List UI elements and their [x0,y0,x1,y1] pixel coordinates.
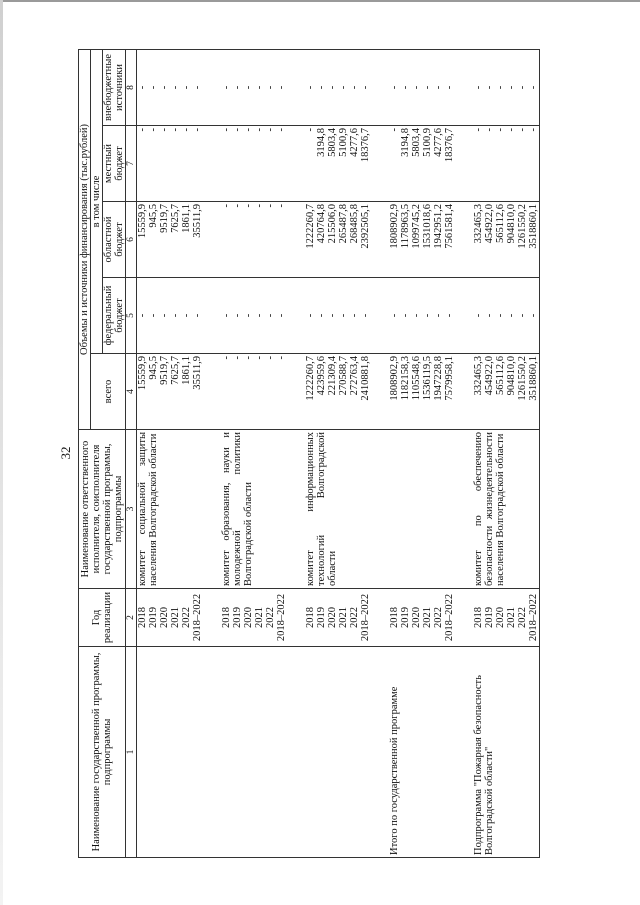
value-line: 1178963,5 [400,204,411,249]
value-line: - [305,85,316,90]
value-line: 2020 [495,607,506,628]
year-cell [473,589,540,647]
table-body [137,49,540,857]
value-line: 270588,7 [338,356,349,396]
value-line: 904810,0 [506,204,517,244]
value-line: - [305,128,316,132]
value-line: 1536119,5 [422,356,433,401]
spacer-cell [455,126,473,202]
value-line: - [276,356,287,360]
column-number: 8 [126,49,137,125]
value-line: 5803,4 [327,128,338,157]
value-line: 2019 [316,607,327,628]
value-line: 2019 [484,607,495,628]
table-row [221,49,287,857]
value-line: - [148,313,159,318]
value-line: - [400,313,411,318]
federal-cell [473,278,540,354]
spacer-cell [455,589,473,647]
value-line: 15559,9 [137,204,148,239]
value-line: - [192,85,203,90]
value-line: - [316,85,327,90]
value-line: 7625,7 [170,204,181,233]
spacer-cell [371,430,389,589]
value-line: 2020 [411,607,422,628]
value-line: - [411,313,422,318]
total-cell [221,354,287,430]
value-line: - [327,85,338,90]
value-line: - [254,128,265,132]
value-line: 2018 [389,607,400,628]
value-line: 1182158,3 [400,356,411,401]
value-line: - [221,85,232,90]
value-line: 2018–2022 [276,593,287,642]
value-line: 5100,9 [422,128,433,157]
value-line: - [221,313,232,318]
value-line: 9519,7 [159,204,170,233]
value-line: 2022 [433,607,444,628]
value-line: - [528,313,539,318]
value-line: 215506,0 [327,204,338,244]
value-line: - [221,356,232,360]
value-line: 3194,8 [316,128,327,157]
spacer-cell [371,278,389,354]
regional-cell [305,202,371,278]
value-line: 18376,7 [444,128,455,163]
value-line: - [265,356,276,360]
value-line: - [243,356,254,360]
value-line: - [389,313,400,318]
federal-cell [389,278,455,354]
value-line: 2021 [422,607,433,628]
value-line: - [137,313,148,318]
value-line: 2022 [517,607,528,628]
value-line: 268485,8 [349,204,360,244]
value-line: 2018 [221,607,232,628]
spacer-row [455,49,473,857]
value-line: - [243,128,254,132]
value-line: 2018 [473,607,484,628]
year-cell [221,589,287,647]
value-line: 2410881,8 [360,356,371,401]
value-line: - [192,313,203,318]
extra-cell [473,49,540,125]
spacer-cell [203,354,221,430]
value-line: 1808902,9 [389,356,400,401]
value-line: - [276,85,287,90]
value-line: - [254,313,265,318]
value-line: - [473,313,484,318]
value-line: 2018–2022 [528,593,539,642]
value-line: 1942951,2 [433,204,444,249]
value-line: - [495,128,506,132]
value-line: - [159,313,170,318]
extra-cell [221,49,287,125]
value-line: - [433,313,444,318]
table-row [473,49,540,857]
value-line: 454922,0 [484,356,495,396]
executor-cell: комитет информационных технологий Волгоградской области [305,430,371,589]
column-number: 2 [126,589,137,647]
value-line: - [484,313,495,318]
executor-cell: комитет социальной защиты населения Волгоградской области [137,430,204,589]
regional-cell [473,202,540,278]
value-line: 1531018,6 [422,204,433,249]
value-line: 7561581,4 [444,204,455,249]
value-line: - [265,204,276,208]
value-line: 332465,3 [473,204,484,244]
value-line: - [254,356,265,360]
spacer-cell [455,278,473,354]
value-line: 1261550,2 [517,204,528,249]
value-line: - [506,85,517,90]
value-line: 4277,6 [349,128,360,157]
value-line: - [181,128,192,132]
local-cell [221,126,287,202]
spacer-cell [287,49,305,125]
spacer-cell [455,202,473,278]
spacer-cell [455,354,473,430]
value-line: - [159,128,170,132]
value-line: 2392505,1 [360,204,371,249]
value-line: - [243,204,254,208]
value-line: 4277,6 [433,128,444,157]
value-line: 2021 [338,607,349,628]
value-line: - [232,356,243,360]
value-line: - [327,313,338,318]
value-line: - [517,313,528,318]
value-line: 1861,1 [181,356,192,385]
year-cell [389,589,455,647]
value-line: - [517,128,528,132]
value-line: 1861,1 [181,204,192,233]
value-line: 3194,8 [400,128,411,157]
scan-edge-top [0,0,640,2]
value-line: 1222260,7 [305,204,316,249]
extra-cell [305,49,371,125]
value-line: - [265,85,276,90]
spacer-cell [287,126,305,202]
value-line: 2021 [254,607,265,628]
column-number: 1 [126,647,137,858]
total-cell [137,354,204,430]
executor-cell [389,430,455,589]
value-line: 565112,6 [495,204,506,243]
spacer-cell [455,430,473,589]
executor-cell: комитет по обеспечению безопасности жизнедеятельности населения Волгоградской области [473,430,540,589]
value-line: 3518860,1 [528,356,539,401]
value-line: - [232,85,243,90]
spacer-cell [203,49,221,125]
value-line: - [338,85,349,90]
value-line: 7625,7 [170,356,181,385]
value-line: - [265,128,276,132]
value-line: - [137,85,148,90]
total-cell [305,354,371,430]
local-cell [137,126,204,202]
value-line: - [338,313,349,318]
value-line: - [232,204,243,208]
value-line: - [181,85,192,90]
value-line: 2018 [305,607,316,628]
executor-cell: комитет образования, науки и молодежной политики Волгоградской области [221,430,287,589]
value-line: - [473,128,484,132]
value-line: - [506,313,517,318]
value-line: 1105548,6 [411,356,422,401]
column-number: 6 [126,202,137,278]
spacer-cell [287,278,305,354]
table-row [305,49,371,857]
value-line: 2018–2022 [444,593,455,642]
regional-cell [137,202,204,278]
value-line: - [305,313,316,318]
value-line: 2020 [243,607,254,628]
spacer-cell [287,354,305,430]
value-line: - [517,85,528,90]
column-number: 3 [126,430,137,589]
scan-edge-left [0,0,3,905]
extra-cell [389,49,455,125]
header-federal: федеральный бюджет [103,278,126,354]
spacer-cell [455,49,473,125]
value-line: 35511,9 [192,356,203,390]
value-line: 2018–2022 [360,593,371,642]
value-line: 2019 [400,607,411,628]
value-line: 15559,9 [137,356,148,391]
local-cell [473,126,540,202]
value-line: - [254,204,265,208]
value-line: - [389,128,400,132]
local-cell [389,126,455,202]
total-cell [473,354,540,430]
header-including: в том числе [91,49,103,353]
value-line: 265487,8 [338,204,349,244]
value-line: 1947228,8 [433,356,444,401]
column-number: 5 [126,278,137,354]
spacer-cell [203,202,221,278]
value-line: 3518860,1 [528,204,539,249]
value-line: - [159,85,170,90]
extra-cell [137,49,204,125]
value-line: 2020 [159,607,170,628]
value-line: - [349,85,360,90]
value-line: - [243,85,254,90]
program-name-cell: Подпрограмма "Пожарная безопасность Волгоградской области" [473,647,540,858]
federal-cell [305,278,371,354]
value-line: 332465,3 [473,356,484,396]
value-line: - [148,85,159,90]
value-line: - [389,85,400,90]
value-line: - [137,128,148,132]
value-line: - [170,85,181,90]
program-name-cell: Итого по государственной программе [389,647,455,858]
value-line: 2022 [265,607,276,628]
value-line: - [349,313,360,318]
program-name-cell [221,647,287,858]
spacer-cell [455,647,473,858]
value-line: 2018 [137,607,148,628]
value-line: - [360,313,371,318]
spacer-cell [287,202,305,278]
value-line: - [528,128,539,132]
value-line: 5803,4 [411,128,422,157]
spacer-cell [371,49,389,125]
value-line: - [484,128,495,132]
value-line: - [254,85,265,90]
value-line: - [495,313,506,318]
value-line: - [433,85,444,90]
value-line: - [148,128,159,132]
spacer-cell [287,589,305,647]
value-line: - [495,85,506,90]
value-line: - [484,85,495,90]
value-line: - [232,128,243,132]
value-line: - [422,313,433,318]
rotated-table-sheet [50,48,590,858]
value-line: 2021 [506,607,517,628]
spacer-row [371,49,389,857]
value-line: 1261550,2 [517,356,528,401]
local-cell [305,126,371,202]
value-line: - [444,313,455,318]
spacer-cell [371,589,389,647]
value-line: - [232,313,243,318]
column-number: 4 [126,354,137,430]
value-line: - [243,313,254,318]
value-line: 221309,4 [327,356,338,396]
value-line: 2018–2022 [192,593,203,642]
spacer-row [287,49,305,857]
value-line: 945,5 [148,204,159,228]
value-line: 9519,7 [159,356,170,385]
value-line: - [400,85,411,90]
year-cell [137,589,204,647]
value-line: - [360,85,371,90]
value-line: - [276,313,287,318]
value-line: - [422,85,433,90]
program-name-cell [137,647,204,858]
value-line: 2021 [170,607,181,628]
header-total: всего [91,354,126,430]
value-line: 272763,4 [349,356,360,396]
value-line: 1099745,2 [411,204,422,249]
spacer-cell [203,647,221,858]
header-executor: Наименование ответственного исполнителя, соисполнителя государственной программы, подпрограммы [79,430,126,589]
value-line: 2020 [327,607,338,628]
value-line: - [192,128,203,132]
spacer-cell [287,430,305,589]
value-line: 904810,0 [506,356,517,396]
program-name-cell [305,647,371,858]
value-line: 2022 [349,607,360,628]
value-line: - [506,128,517,132]
value-line: 454922,0 [484,204,495,244]
header-local: местный бюджет [103,126,126,202]
value-line: 565112,6 [495,356,506,395]
value-line: - [265,313,276,318]
value-line: - [444,85,455,90]
value-line: - [181,313,192,318]
header-extra: внебюджетные источники [103,49,126,125]
value-line: - [221,128,232,132]
spacer-cell [203,126,221,202]
value-line: 423959,6 [316,356,327,396]
column-number: 7 [126,126,137,202]
header-program: Наименование государственной программы, подпрограммы [79,647,126,858]
value-line: - [170,128,181,132]
spacer-row [203,49,221,857]
value-line: 7579958,1 [444,356,455,401]
value-line: 18376,7 [360,128,371,163]
value-line: - [411,85,422,90]
table-row [137,49,204,857]
value-line: 35511,9 [192,204,203,238]
value-line: 2019 [148,607,159,628]
value-line: 5100,9 [338,128,349,157]
spacer-cell [371,126,389,202]
value-line: - [316,313,327,318]
spacer-cell [203,430,221,589]
header-year: Год реализации [79,589,126,647]
value-line: - [221,204,232,208]
table-row [389,49,455,857]
spacer-cell [371,202,389,278]
spacer-cell [203,278,221,354]
spacer-cell [371,354,389,430]
spacer-cell [287,647,305,858]
header-funding: Объемы и источники финансирования (тыс.рублей) [79,49,91,429]
value-line: - [170,313,181,318]
federal-cell [137,278,204,354]
value-line: 420764,8 [316,204,327,244]
value-line: - [473,85,484,90]
value-line: - [528,85,539,90]
value-line: 1808902,9 [389,204,400,249]
spacer-cell [371,647,389,858]
value-line: 2019 [232,607,243,628]
regional-cell [389,202,455,278]
year-cell [305,589,371,647]
financing-table [78,49,540,858]
value-line: 945,5 [148,356,159,380]
value-line: 2022 [181,607,192,628]
page-number: 32 [58,446,73,460]
header-regional: областной бюджет [103,202,126,278]
regional-cell [221,202,287,278]
total-cell [389,354,455,430]
value-line: - [276,128,287,132]
value-line: - [276,204,287,208]
spacer-cell [203,589,221,647]
federal-cell [221,278,287,354]
value-line: 1222260,7 [305,356,316,401]
